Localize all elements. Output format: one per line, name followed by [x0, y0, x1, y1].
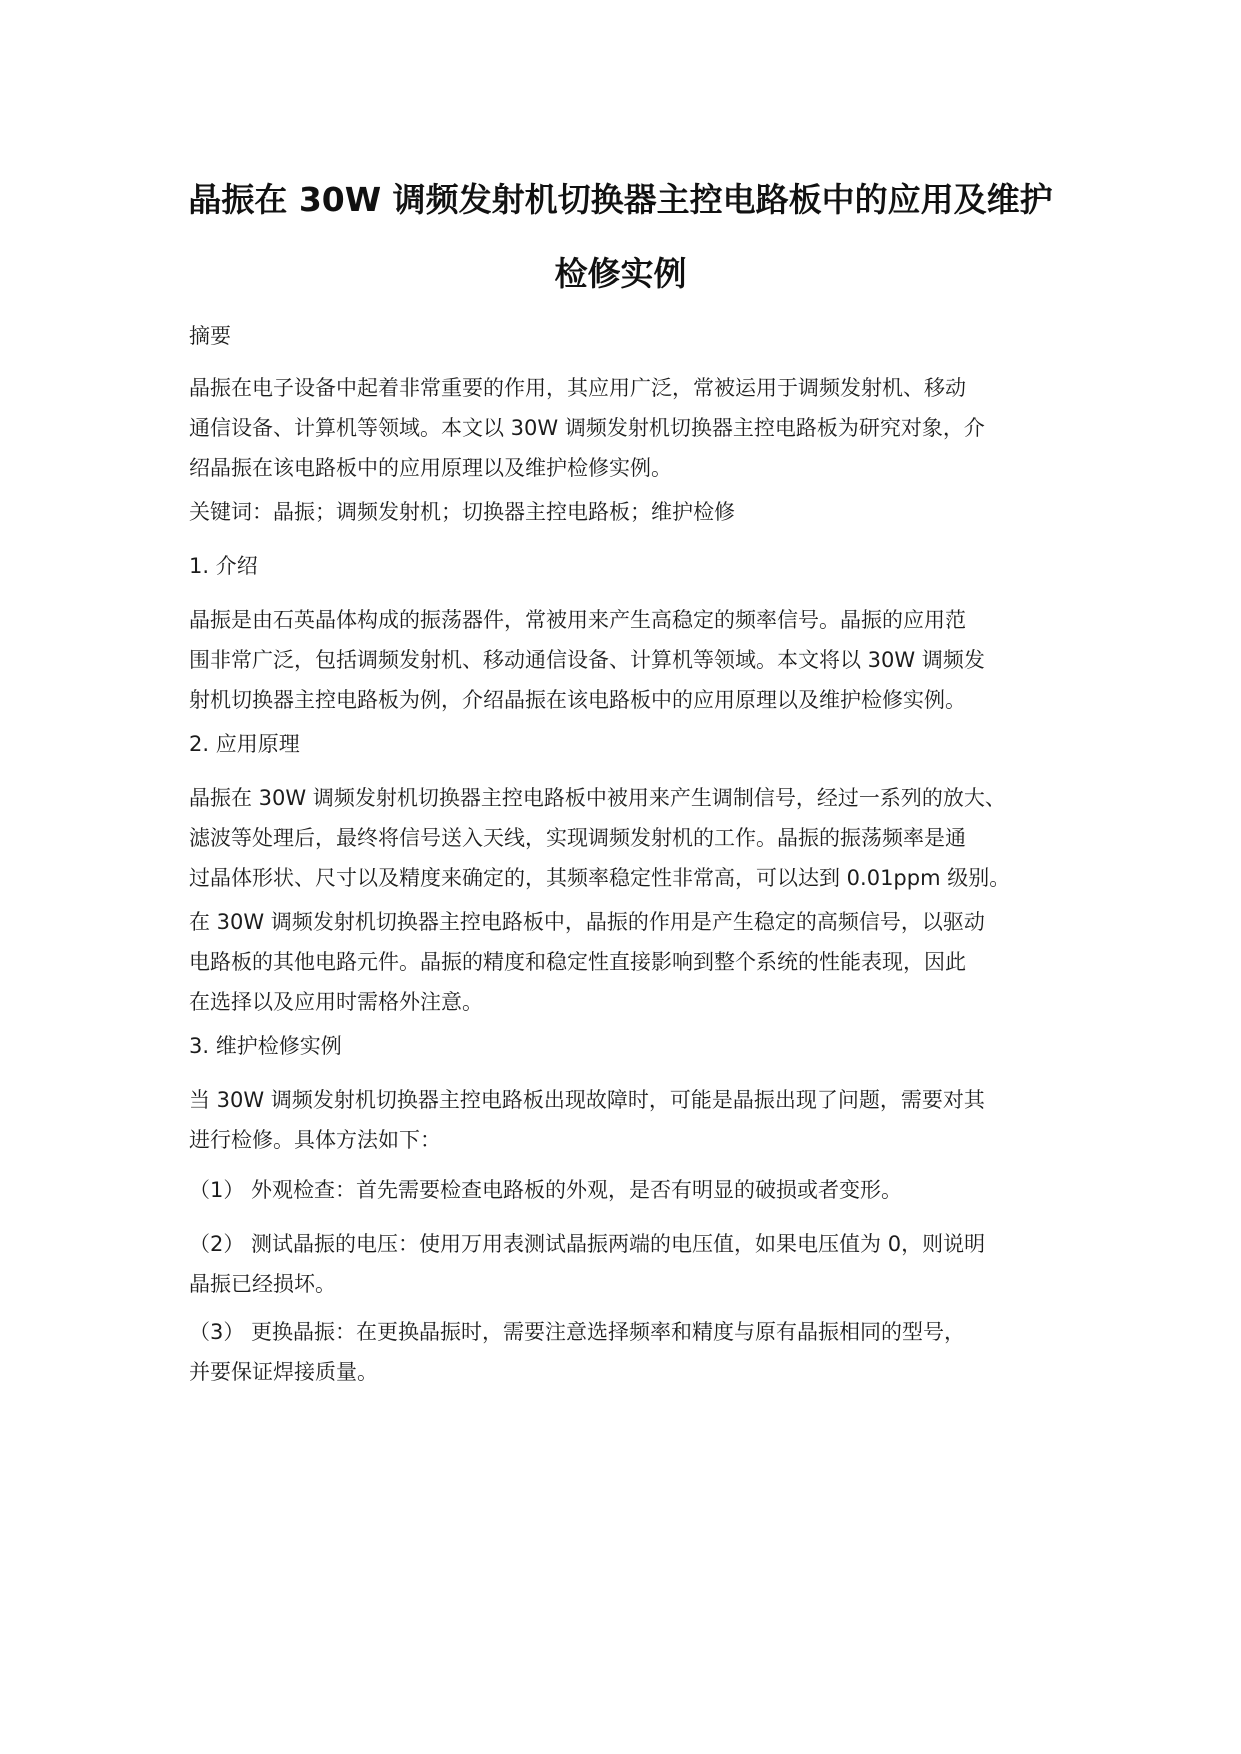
section-2-heading — [189, 724, 1069, 764]
section-2-p1-line-3: 过晶体形状、尺寸以及精度来确定的，其频率稳定性非常高，可以达到 0.01ppm 级别。 — [189, 866, 1011, 890]
section-1-paragraph — [189, 600, 1069, 720]
section-1-heading — [189, 546, 1069, 586]
section-1-line-2: 围非常广泛，包括调频发射机、移动通信设备、计算机等领域。本文将以 30W 调频发 — [189, 648, 985, 672]
section-2-paragraph-2 — [189, 902, 1069, 1022]
abstract-heading-text: 摘要 — [189, 324, 231, 348]
document-title-line-1: 晶振在 30W 调频发射机切换器主控电路板中的应用及维护 — [188, 180, 1053, 219]
section-3-heading — [189, 1026, 1069, 1066]
keywords-paragraph — [189, 492, 1069, 532]
abstract-paragraph — [189, 368, 1069, 488]
section-2-p2-line-2: 电路板的其他电路元件。晶振的精度和稳定性直接影响到整个系统的性能表现，因此 — [189, 950, 966, 974]
section-2-p2-line-1: 在 30W 调频发射机切换器主控电路板中，晶振的作用是产生稳定的高频信号，以驱动 — [189, 910, 985, 934]
abstract-line-1: 晶振在电子设备中起着非常重要的作用，其应用广泛，常被运用于调频发射机、移动 — [189, 376, 966, 400]
section-3-step-3 — [189, 1312, 1069, 1392]
section-1-line-1: 晶振是由石英晶体构成的振荡器件，常被用来产生高稳定的频率信号。晶振的应用范 — [189, 608, 966, 632]
section-3-intro-line-1: 当 30W 调频发射机切换器主控电路板出现故障时，可能是晶振出现了问题，需要对其 — [189, 1088, 985, 1112]
step-2-line-2: 晶振已经损坏。 — [189, 1272, 336, 1296]
step-3-line-1: （3） 更换晶振：在更换晶振时，需要注意选择频率和精度与原有晶振相同的型号， — [189, 1320, 966, 1344]
section-2-p1-line-1: 晶振在 30W 调频发射机切换器主控电路板中被用来产生调制信号，经过一系列的放大、 — [189, 786, 1006, 810]
section-3-heading-text: 3. 维护检修实例 — [189, 1034, 342, 1058]
section-2-heading-text: 2. 应用原理 — [189, 732, 300, 756]
abstract-line-3: 绍晶振在该电路板中的应用原理以及维护检修实例。 — [189, 456, 672, 480]
section-2-p1-line-2: 滤波等处理后，最终将信号送入天线，实现调频发射机的工作。晶振的振荡频率是通 — [189, 826, 966, 850]
keywords-text: 关键词：晶振；调频发射机；切换器主控电路板；维护检修 — [189, 500, 735, 524]
abstract-heading — [189, 316, 1069, 356]
section-3-step-1 — [189, 1170, 1069, 1210]
section-2-p2-line-3: 在选择以及应用时需格外注意。 — [189, 990, 483, 1014]
abstract-line-2: 通信设备、计算机等领域。本文以 30W 调频发射机切换器主控电路板为研究对象，介 — [189, 416, 985, 440]
document-title-line-2: 检修实例 — [554, 254, 687, 293]
section-1-line-3: 射机切换器主控电路板为例，介绍晶振在该电路板中的应用原理以及维护检修实例。 — [189, 688, 966, 712]
section-3-step-2 — [189, 1224, 1069, 1304]
section-3-intro-line-2: 进行检修。具体方法如下： — [189, 1128, 441, 1152]
section-1-heading-text: 1. 介绍 — [189, 554, 258, 578]
step-2-line-1: （2） 测试晶振的电压：使用万用表测试晶振两端的电压值，如果电压值为 0，则说明 — [189, 1232, 986, 1256]
section-3-intro — [189, 1080, 1069, 1160]
step-1-line-1: （1） 外观检查：首先需要检查电路板的外观，是否有明显的破损或者变形。 — [189, 1178, 903, 1202]
step-3-line-2: 并要保证焊接质量。 — [189, 1360, 378, 1384]
section-2-paragraph-1 — [189, 778, 1069, 898]
